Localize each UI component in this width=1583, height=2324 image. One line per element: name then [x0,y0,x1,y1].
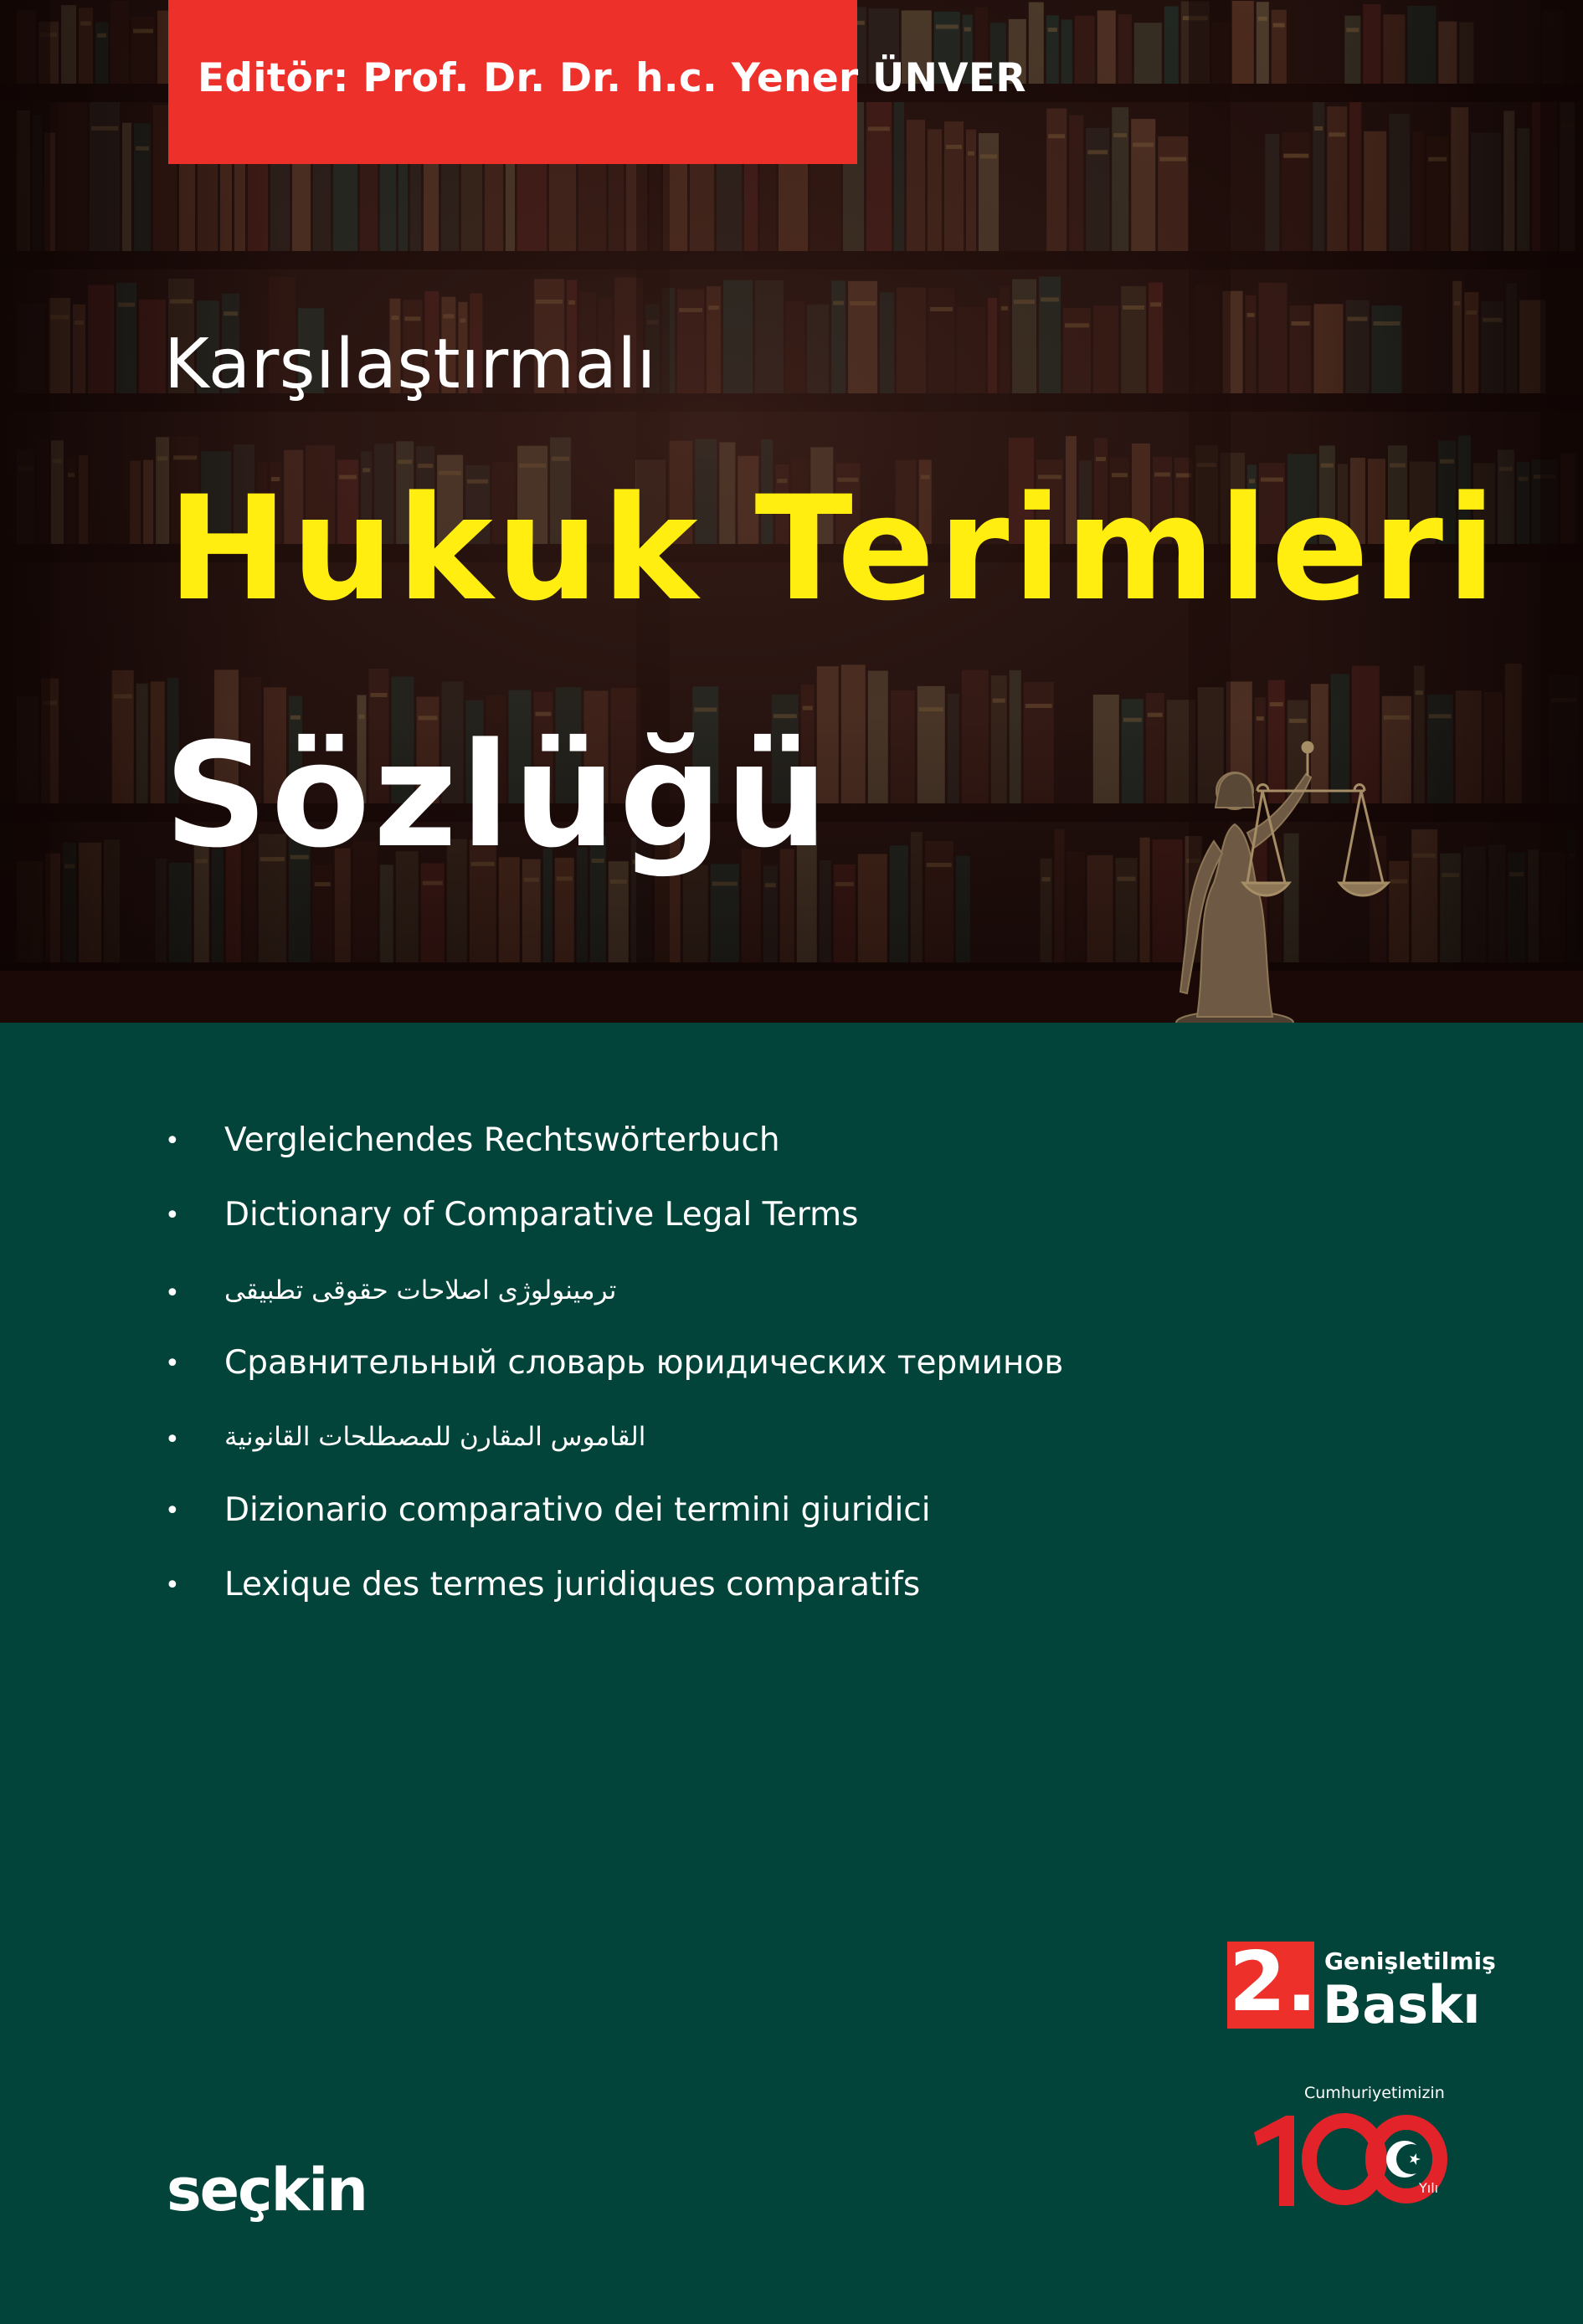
bullet-icon: • [165,1496,180,1526]
star-crescent-icon [1386,2141,1426,2178]
translation-text: Dictionary of Comparative Legal Terms [224,1196,859,1234]
book-title-line-2: Sözlüğü [164,711,832,880]
centenary-100-logo [1246,2082,1455,2216]
edition-label: Baskı [1323,1974,1481,2035]
centenary-logo-bottom-text: Yılı [1419,2180,1439,2196]
translation-text: Lexique des termes juridiques comparatifs [224,1566,921,1603]
cover-photo-area [0,0,1583,1023]
bullet-icon: • [165,1349,180,1378]
justice-statue-icon [1164,741,1415,1023]
translation-text: ترمينولوژى اصلاحات حقوقى تطبيقى [224,1275,617,1306]
translation-text: Vergleichendes Rechtswörterbuch [224,1121,780,1159]
translation-text: Сравнительный словарь юридических терминов [224,1344,1064,1382]
bullet-icon: • [165,1425,180,1454]
bullet-icon: • [165,1201,180,1230]
translation-text: Dizionario comparativo dei termini giuridici [224,1491,931,1529]
editor-label: Editör: Prof. Dr. Dr. h.c. Yener ÜNVER [198,55,1026,101]
translation-text: القاموس المقارن للمصطلحات القانونية [224,1422,646,1452]
publisher-logo: seçkin [167,2156,367,2224]
edition-number: 2. [1229,1935,1318,2030]
book-subtitle: Karşılaştırmalı [164,325,656,404]
bullet-icon: • [165,1571,180,1600]
centenary-logo-top-text: Cumhuriyetimizin [1304,2084,1445,2102]
book-title-line-1: Hukuk Terimleri [167,464,1500,633]
edition-qualifier: Genişletilmiş [1324,1947,1496,1975]
bullet-icon: • [165,1126,180,1156]
bullet-icon: • [165,1279,180,1308]
